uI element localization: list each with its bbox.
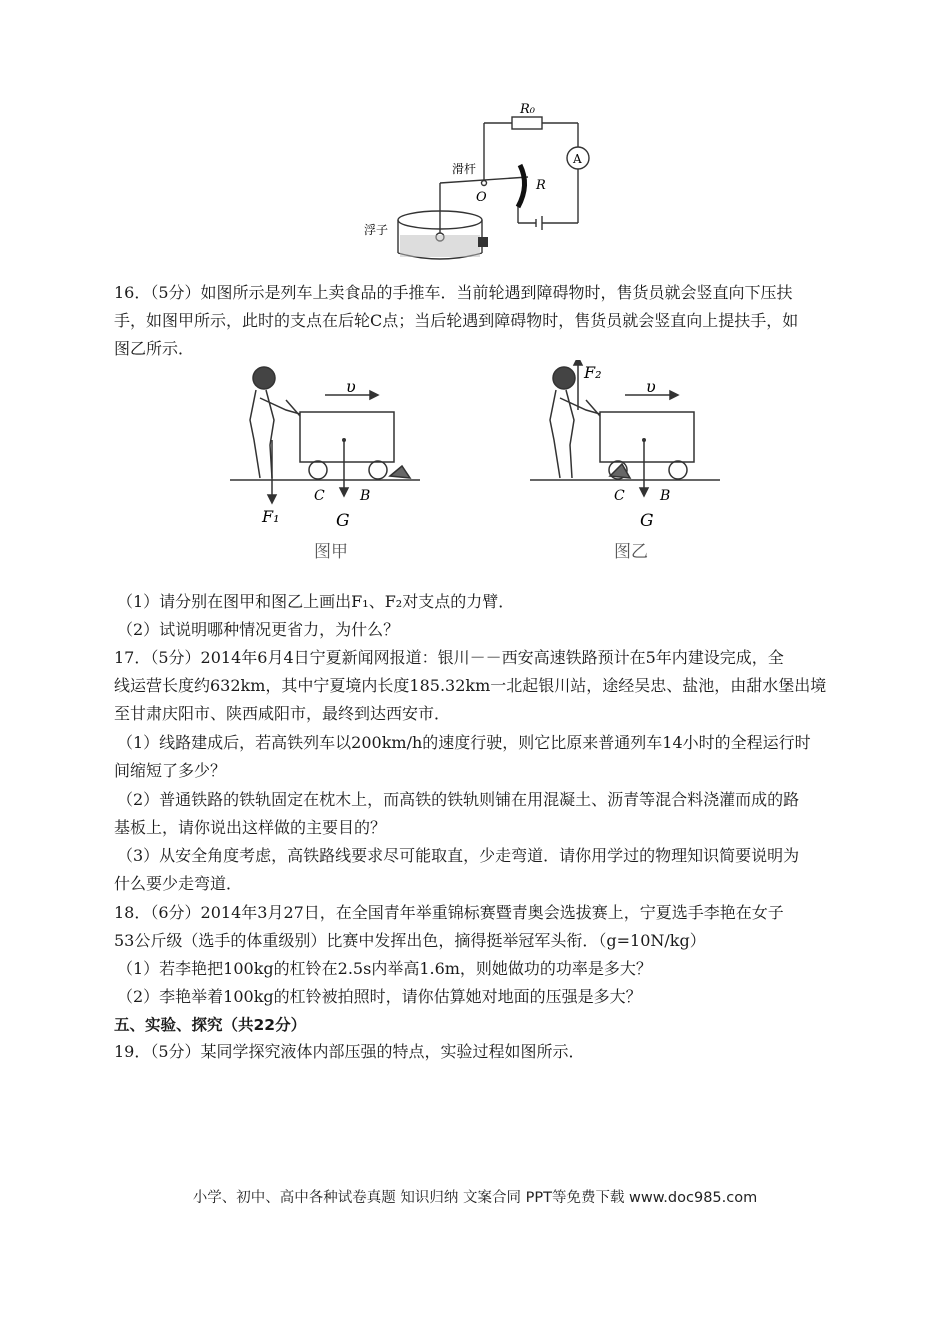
q17-line-2: 线运营长度约632km，其中宁夏境内长度185.32km一北起银川站，途经吴忠、盐池，由甜水堡出境 <box>114 676 827 695</box>
q17-sub2-b: 基板上，请你说出这样做的主要目的？ <box>114 818 387 837</box>
velocity-label: υ <box>646 377 656 396</box>
q17-line-3: 至甘肃庆阳市、陕西咸阳市，最终到达西安市． <box>114 704 451 723</box>
figure-yi-caption: 图乙 <box>614 542 648 562</box>
cart-figure-jia <box>230 360 430 565</box>
cart-figure-yi <box>530 360 730 565</box>
q17-sub2-a: （2）普通铁路的铁轨固定在枕木上，而高铁的铁轨则铺在用混凝土、沥青等混合料浇灌而成的路 <box>117 790 800 809</box>
q17-sub3-b: 什么要少走弯道． <box>114 874 243 893</box>
q16-sub1: （1）请分别在图甲和图乙上画出F₁、F₂对支点的力臂． <box>117 592 515 611</box>
q16-line-3: 图乙所示． <box>114 339 195 358</box>
q17-line-1: 17．（5分）2014年6月4日宁夏新闻网报道：银川－－西安高速铁路预计在5年内建设完成，全 <box>114 648 784 667</box>
point-b-label: B <box>360 488 371 504</box>
gravity-label: G <box>640 511 654 531</box>
circuit-figure <box>360 95 620 270</box>
rheostat-label: R <box>536 178 546 193</box>
lever-label: 滑杆 <box>452 162 477 176</box>
q16-line-1: 16．（5分）如图所示是列车上卖食品的手推车．当前轮遇到障碍物时，售货员就会竖直向下压扶 <box>114 283 793 302</box>
q19-text: 19．（5分）某同学探究液体内部压强的特点，实验过程如图所示． <box>114 1042 585 1061</box>
velocity-label: υ <box>346 377 356 396</box>
q17-sub3-a: （3）从安全角度考虑，高铁路线要求尽可能取直，少走弯道．请你用学过的物理知识简要说明为 <box>117 846 800 865</box>
point-c-label: C <box>614 488 625 504</box>
force-f2-label: F₂ <box>584 363 602 382</box>
q18-sub2: （2）李艳举着100kg的杠铃被拍照时，请你估算她对地面的压强是多大？ <box>117 987 642 1006</box>
figure-jia-caption: 图甲 <box>314 542 348 562</box>
q16-line-2: 手，如图甲所示，此时的支点在后轮C点；当后轮遇到障碍物时，售货员就会竖直向上提扶手，如 <box>114 311 799 330</box>
q18-sub1: （1）若李艳把100kg的杠铃在2.5s内举高1.6m，则她做功的功率是多大？ <box>117 959 652 978</box>
q17-sub1-a: （1）线路建成后，若高铁列车以200km/h的速度行驶，则它比原来普通列车14小时的全程运行时 <box>117 733 811 752</box>
gravity-label: G <box>336 511 350 531</box>
resistor-r0-label: R₀ <box>520 102 535 117</box>
point-b-label: B <box>660 488 671 504</box>
point-c-label: C <box>314 488 325 504</box>
section-5-title: 五、实验、探究（共22分） <box>114 1016 307 1034</box>
q18-line-1: 18．（6分）2014年3月27日，在全国青年举重锦标赛暨青奥会选拔赛上，宁夏选手李艳在女子 <box>114 903 784 922</box>
force-f1-label: F₁ <box>262 507 280 526</box>
q18-line-2: 53公斤级（选手的体重级别）比赛中发挥出色，摘得挺举冠军头衔．（g=10N/kg） <box>114 931 706 950</box>
footer-watermark: 小学、初中、高中各种试卷真题 知识归纳 文案合同 PPT等免费下载 www.doc985.com <box>192 1190 758 1206</box>
pivot-label: O <box>476 190 487 205</box>
q17-sub1-b: 间缩短了多少？ <box>114 761 227 780</box>
ammeter-label: A <box>573 152 582 166</box>
q16-sub2: （2）试说明哪种情况更省力，为什么？ <box>117 620 400 639</box>
float-label: 浮子 <box>364 223 389 237</box>
